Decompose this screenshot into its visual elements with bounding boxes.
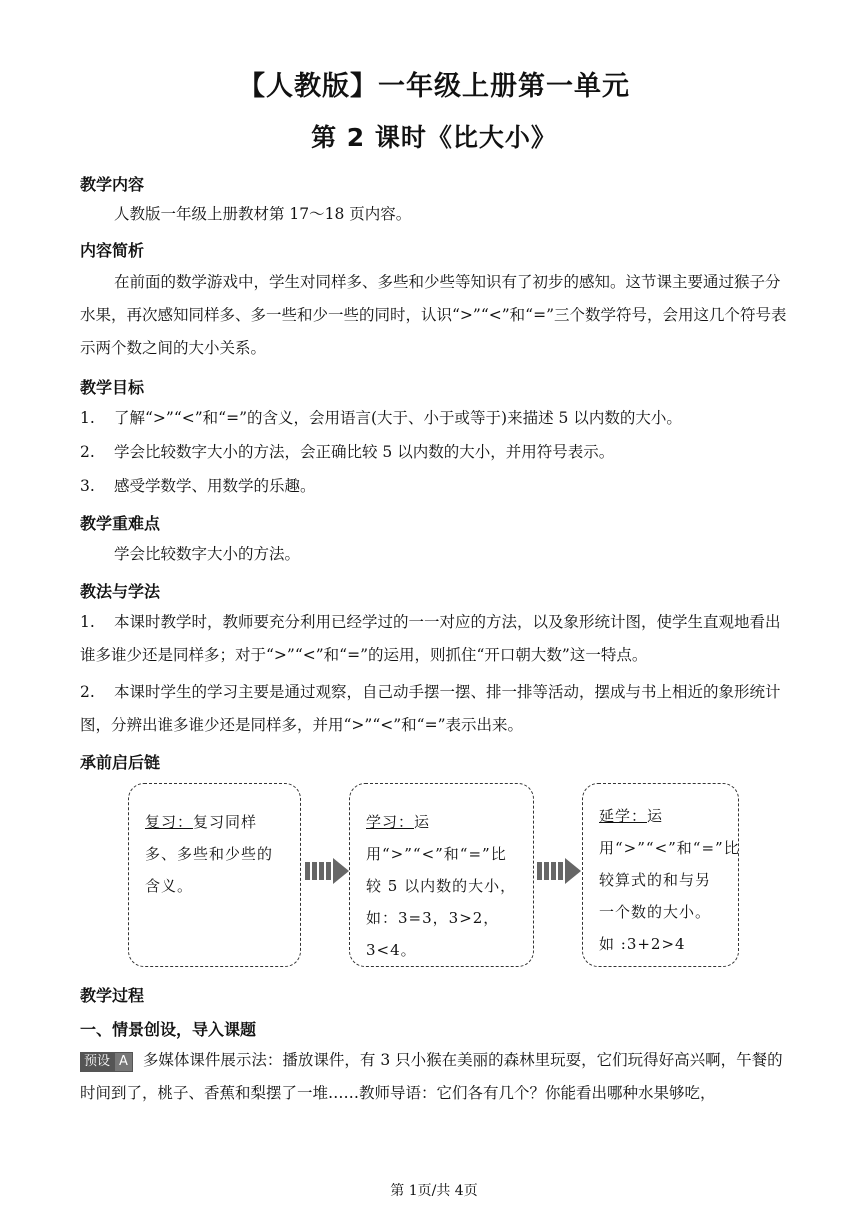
- heading-process: 教学过程: [80, 986, 145, 1005]
- heading-process-sub: 一、情景创设，导入课题: [80, 1020, 257, 1039]
- heading-content: 教学内容: [80, 175, 145, 194]
- method-number: 2.: [80, 683, 95, 701]
- method-number: 1.: [80, 613, 95, 631]
- goal-text: 学会比较数字大小的方法，会正确比较 5 以内数的大小，并用符号表示。: [114, 443, 615, 461]
- heading-analysis: 内容简析: [80, 241, 145, 260]
- process-paragraph: 多媒体课件展示法：播放课件，有 3 只小猴在美丽的森林里玩耍，它们玩得好高兴啊，午餐的时间到了，桃子、香蕉和梨摆了一堆……教师导语：它们各有几个？你能看出哪种水果够吃，: [80, 1051, 783, 1102]
- goal-item: [80, 402, 792, 435]
- chain-box-label: 延学：: [599, 807, 648, 825]
- arrow-right-icon: [305, 858, 349, 884]
- goal-number: 1.: [80, 409, 95, 427]
- page-footer: 第 1页/共 4页: [390, 1183, 478, 1199]
- content-text: 人教版一年级上册教材第 17～18 页内容。: [114, 205, 412, 223]
- method-text: 本课时教学时，教师要充分利用已经学过的一一对应的方法，以及象形统计图，使学生直观地看出谁多谁少还是同样多；对于“>”“<”和“=”的运用，则抓住“开口朝大数”这一特点。: [80, 613, 781, 664]
- goal-item: [80, 470, 792, 503]
- chain-box-text: 运用“>”“<”和“=”比较 5 以内数的大小，如：3=3，3>2，3<4。: [366, 813, 517, 959]
- method-text: 本课时学生的学习主要是通过观察，自己动手摆一摆、排一排等活动，摆成与书上相近的象形统计图，分辨出谁多谁少还是同样多，并用“>”“<”和“=”表示出来。: [80, 683, 781, 734]
- heading-methods: 教法与学法: [80, 582, 161, 601]
- chain-box-label: 学习：: [366, 813, 415, 831]
- chain-box-extend: [582, 783, 739, 967]
- method-item: [80, 676, 792, 742]
- analysis-text: 在前面的数学游戏中，学生对同样多、多些和少些等知识有了初步的感知。这节课主要通过猴子分水果，再次感知同样多、多一些和少一些的同时，认识“>”“<”和“=”三个数学符号，会用这几个符号表示两个数之间的大小关系。: [80, 273, 787, 357]
- goal-text: 了解“>”“<”和“=”的含义，会用语言(大于、小于或等于)来描述 5 以内数的大小。: [114, 409, 682, 427]
- goal-text: 感受学数学、用数学的乐趣。: [114, 477, 316, 495]
- preset-badge: 预设: [80, 1052, 114, 1072]
- heading-key-points: 教学重难点: [80, 514, 161, 533]
- chain-box-learn: [349, 783, 534, 967]
- document-title: 【人教版】一年级上册第一单元: [238, 71, 630, 102]
- lesson-title: 第 2 课时《比大小》: [311, 123, 557, 152]
- heading-goals: 教学目标: [80, 378, 145, 397]
- chain-box-text: 运用“>”“<”和“=”比较算式的和与另一个数的大小。如 :3+2>4: [599, 807, 740, 953]
- goal-number: 2.: [80, 443, 95, 461]
- key-points-text: 学会比较数字大小的方法。: [114, 545, 301, 563]
- chain-box-text: 复习同样多、多些和少些的含义。: [145, 813, 274, 895]
- goal-item: [80, 436, 792, 469]
- arrow-right-icon: [537, 858, 581, 884]
- method-item: [80, 606, 792, 672]
- chain-box-label: 复习：: [145, 813, 194, 831]
- heading-chain: 承前启后链: [80, 753, 161, 772]
- preset-badge-letter: A: [114, 1052, 133, 1072]
- chain-box-review: [128, 783, 301, 967]
- goal-number: 3.: [80, 477, 95, 495]
- process-text: [80, 1044, 792, 1110]
